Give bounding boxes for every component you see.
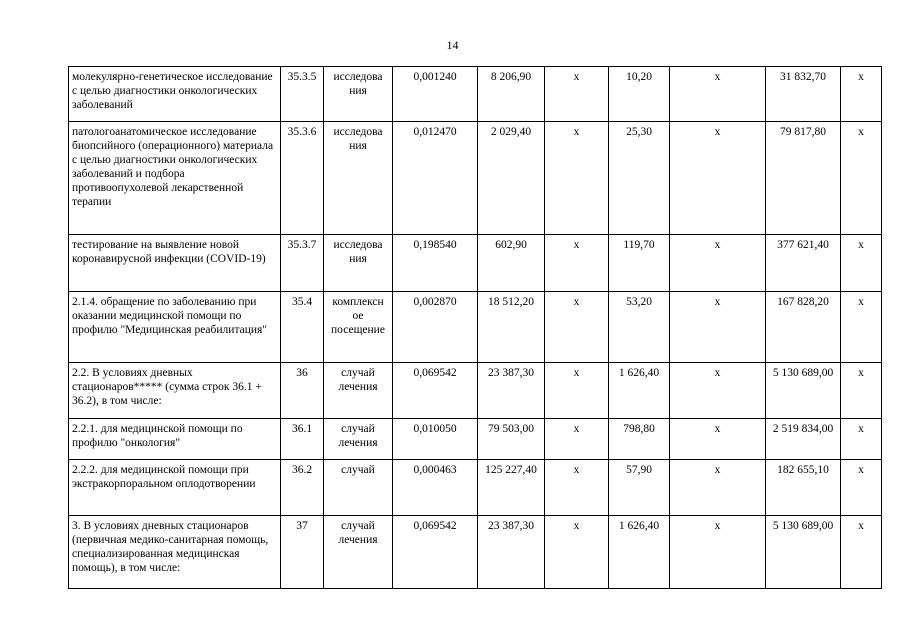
- cell-row-code: 35.3.6: [281, 122, 324, 235]
- cell-norm-cost: 23 387,30: [478, 516, 545, 589]
- cell-row-code: 35.4: [281, 292, 324, 363]
- cell-norm-cost: 23 387,30: [478, 363, 545, 419]
- cell-col-8: х: [670, 67, 766, 122]
- table-row: [69, 516, 882, 589]
- cell-norm-cost: 2 029,40: [478, 122, 545, 235]
- cell-col-10: х: [841, 460, 882, 516]
- cell-col-9: 79 817,80: [766, 122, 841, 235]
- cell-col-6: х: [545, 67, 609, 122]
- cell-row-code: 36.2: [281, 460, 324, 516]
- table-row: [69, 292, 882, 363]
- cell-col-9: 5 130 689,00: [766, 516, 841, 589]
- cell-col-8: х: [670, 235, 766, 292]
- table-row: [69, 419, 882, 460]
- cell-col-7: 57,90: [609, 460, 670, 516]
- cell-unit: исследова ния: [324, 235, 393, 292]
- page-number: 14: [446, 38, 459, 52]
- cell-name: молекулярно-генетическое исследование с целью диагностики онкологических заболеваний: [69, 67, 281, 122]
- cell-norm-cost: 8 206,90: [478, 67, 545, 122]
- cell-unit: исследова ния: [324, 67, 393, 122]
- cell-name: 2.2. В условиях дневных стационаров***** (сумма строк 36.1 + 36.2), в том числе:: [69, 363, 281, 419]
- cell-col-10: х: [841, 67, 882, 122]
- cell-col-10: х: [841, 516, 882, 589]
- cell-col-8: х: [670, 363, 766, 419]
- cell-name: тестирование на выявление новой коронавирусной инфекции (COVID-19): [69, 235, 281, 292]
- cell-unit: комплексн ое посещение: [324, 292, 393, 363]
- cell-col-8: х: [670, 516, 766, 589]
- cell-col-6: х: [545, 460, 609, 516]
- cell-norm-volume: 0,010050: [393, 419, 478, 460]
- cell-unit: исследова ния: [324, 122, 393, 235]
- cell-unit: случай лечения: [324, 363, 393, 419]
- cell-norm-volume: 0,012470: [393, 122, 478, 235]
- cell-col-9: 31 832,70: [766, 67, 841, 122]
- cell-col-6: х: [545, 363, 609, 419]
- cell-col-8: х: [670, 292, 766, 363]
- cell-name: 3. В условиях дневных стационаров (первичная медико-санитарная помощь, специализированная медицинская помощь), в том числе:: [69, 516, 281, 589]
- cell-col-10: х: [841, 363, 882, 419]
- cell-norm-cost: 79 503,00: [478, 419, 545, 460]
- cell-row-code: 36: [281, 363, 324, 419]
- cell-col-7: 1 626,40: [609, 516, 670, 589]
- cell-name: 2.2.2. для медицинской помощи при экстракорпоральном оплодотворении: [69, 460, 281, 516]
- cell-norm-volume: 0,002870: [393, 292, 478, 363]
- cell-col-9: 182 655,10: [766, 460, 841, 516]
- cell-norm-volume: 0,001240: [393, 67, 478, 122]
- cell-norm-volume: 0,198540: [393, 235, 478, 292]
- cell-col-7: 798,80: [609, 419, 670, 460]
- cell-norm-volume: 0,069542: [393, 363, 478, 419]
- cell-unit: случай лечения: [324, 516, 393, 589]
- cell-norm-volume: 0,069542: [393, 516, 478, 589]
- cell-unit: случай лечения: [324, 419, 393, 460]
- cell-name: 2.2.1. для медицинской помощи по профилю "онкология": [69, 419, 281, 460]
- cell-col-6: х: [545, 292, 609, 363]
- table-row: [69, 67, 882, 122]
- data-table: [68, 66, 882, 589]
- cell-unit: случай: [324, 460, 393, 516]
- table-row: [69, 460, 882, 516]
- cell-col-10: х: [841, 122, 882, 235]
- cell-col-8: х: [670, 122, 766, 235]
- cell-col-6: х: [545, 122, 609, 235]
- cell-col-9: 2 519 834,00: [766, 419, 841, 460]
- cell-name: 2.1.4. обращение по заболеванию при оказании медицинской помощи по профилю "Медицинская реабилитация": [69, 292, 281, 363]
- cell-col-10: х: [841, 235, 882, 292]
- cell-col-9: 5 130 689,00: [766, 363, 841, 419]
- table-row: [69, 235, 882, 292]
- cell-name: патологоанатомическое исследование биопсийного (операционного) материала с целью диагностики онкологических заболеваний и подбора противоопухолевой лекарственной терапии: [69, 122, 281, 235]
- cell-col-9: 167 828,20: [766, 292, 841, 363]
- cell-norm-volume: 0,000463: [393, 460, 478, 516]
- table-body: [69, 67, 882, 589]
- table-row: [69, 122, 882, 235]
- cell-col-7: 10,20: [609, 67, 670, 122]
- cell-row-code: 37: [281, 516, 324, 589]
- cell-col-7: 53,20: [609, 292, 670, 363]
- cell-row-code: 35.3.5: [281, 67, 324, 122]
- cell-row-code: 35.3.7: [281, 235, 324, 292]
- cell-col-7: 119,70: [609, 235, 670, 292]
- cell-col-6: х: [545, 419, 609, 460]
- cell-col-6: х: [545, 516, 609, 589]
- cell-col-10: х: [841, 419, 882, 460]
- cell-col-8: х: [670, 419, 766, 460]
- cell-norm-cost: 602,90: [478, 235, 545, 292]
- cell-norm-cost: 125 227,40: [478, 460, 545, 516]
- cell-row-code: 36.1: [281, 419, 324, 460]
- cell-col-7: 1 626,40: [609, 363, 670, 419]
- cell-col-8: х: [670, 460, 766, 516]
- cell-col-9: 377 621,40: [766, 235, 841, 292]
- cell-norm-cost: 18 512,20: [478, 292, 545, 363]
- cell-col-10: х: [841, 292, 882, 363]
- cell-col-6: х: [545, 235, 609, 292]
- table-row: [69, 363, 882, 419]
- cell-col-7: 25,30: [609, 122, 670, 235]
